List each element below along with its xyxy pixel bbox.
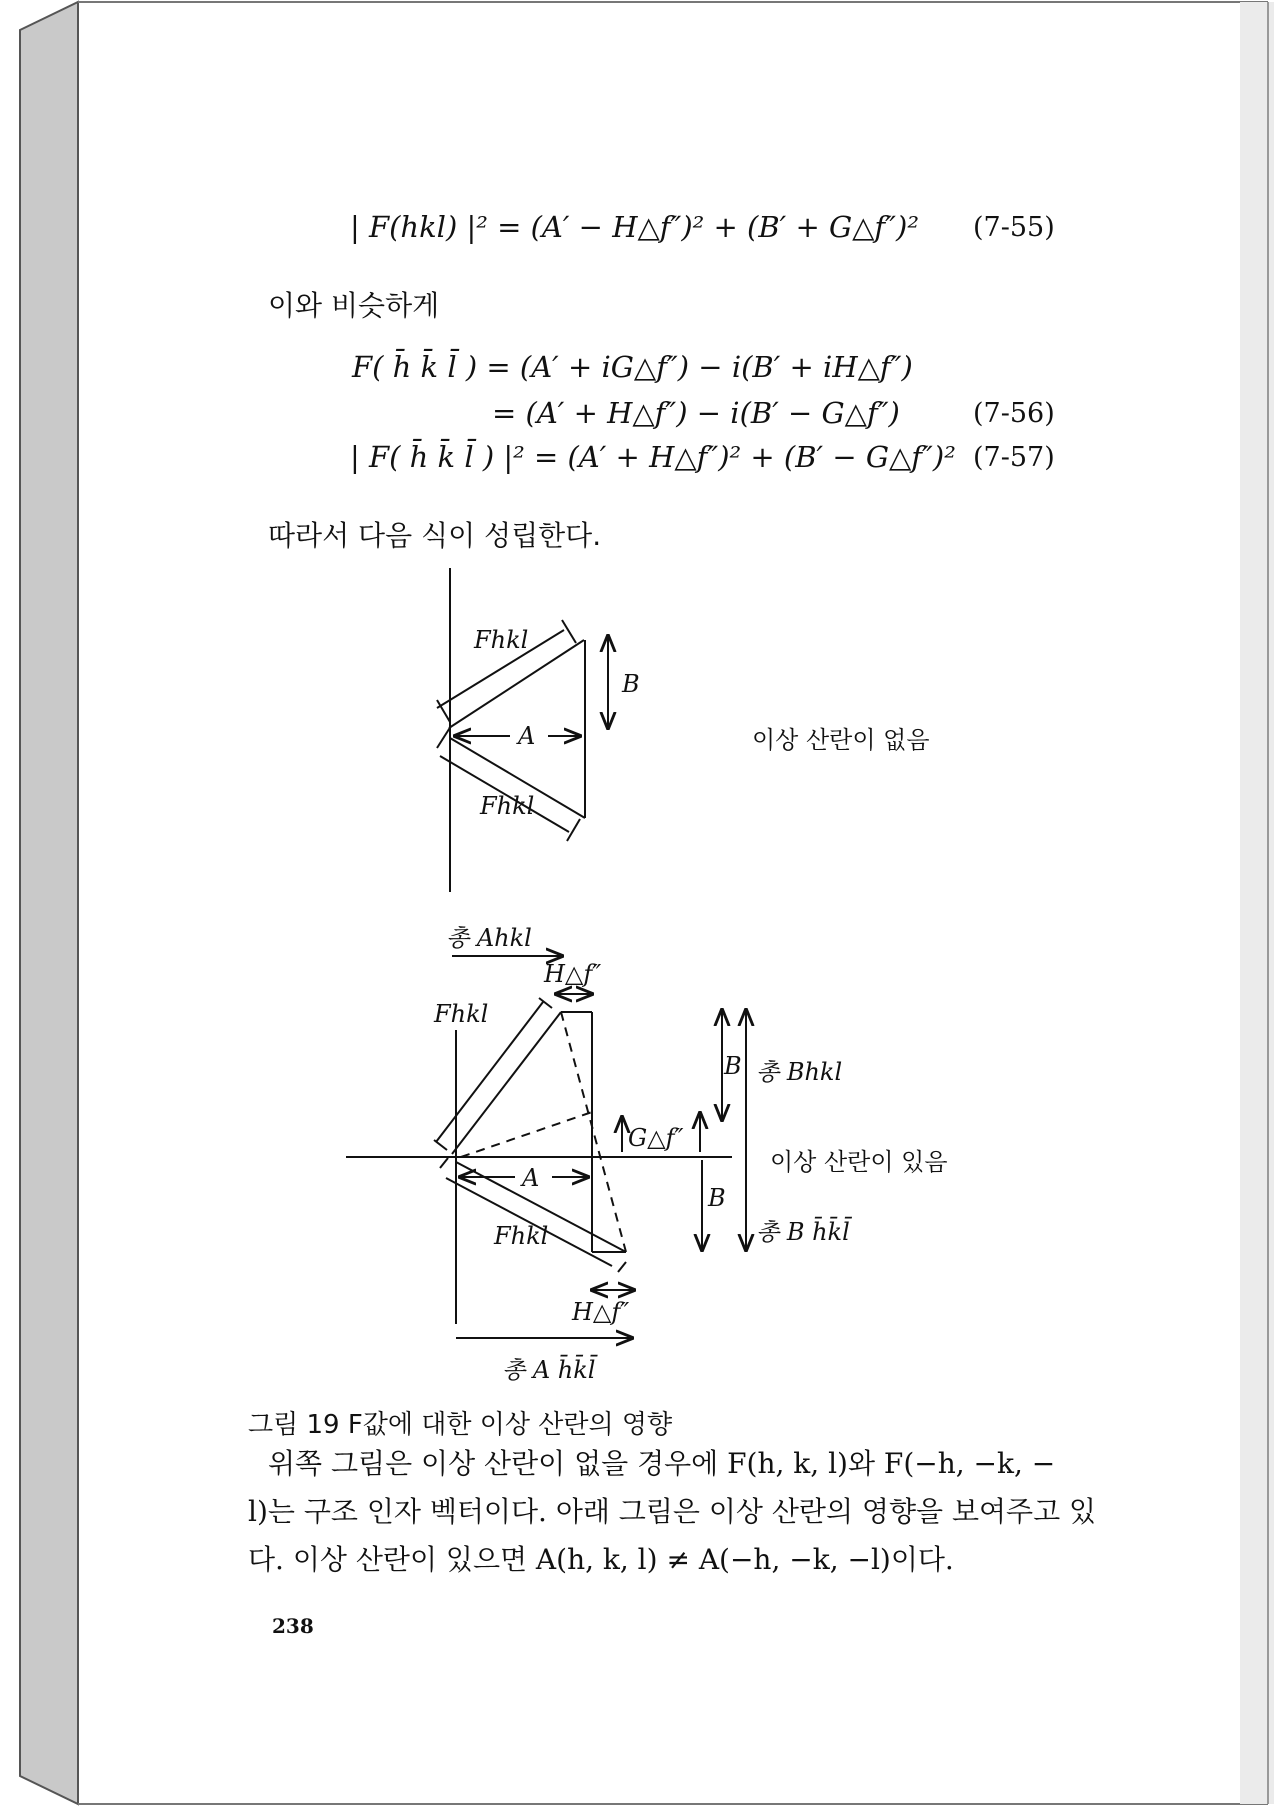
- total-a-top-label: 총 Ahkl: [446, 924, 532, 952]
- equation-number-7-57: (7-57): [973, 442, 1055, 473]
- equation-number-7-55: (7-55): [973, 212, 1055, 243]
- top-f-lower-label: Fhkl: [480, 792, 535, 820]
- page-number: 238: [272, 1614, 314, 1638]
- top-b-label: B: [622, 670, 640, 698]
- figure-bottom: [346, 956, 746, 1338]
- total-b-lower-label: 총 B h̄k̄l̄: [756, 1218, 850, 1246]
- bottom-a-label: A: [522, 1164, 540, 1192]
- top-a-label: A: [518, 722, 536, 750]
- total-a-bottom-label: 총 A h̄k̄l̄: [502, 1356, 596, 1384]
- equation-7-57: | F( h̄ k̄ l̄ ) |² = (A′ + H△f″)² + (B′ − G△f″)²: [350, 440, 956, 474]
- figure-caption-title: 그림 19 F값에 대한 이상 산란의 영향: [248, 1410, 673, 1440]
- equation-number-7-56: (7-56): [973, 398, 1055, 429]
- h-delta-bottom-label: H△f″: [572, 1298, 630, 1326]
- intro-text: 이와 비슷하게: [268, 289, 440, 322]
- bottom-b-lower-label: B: [708, 1184, 726, 1212]
- h-delta-top-label: H△f″: [544, 960, 602, 988]
- g-delta-label: G△f″: [628, 1124, 684, 1152]
- conclusion-text: 따라서 다음 식이 성립한다.: [268, 519, 602, 552]
- bottom-figure-note: 이상 산란이 있음: [770, 1148, 948, 1176]
- caption-line-3: 다. 이상 산란이 있으면 A(h, k, l) ≠ A(−h, −k, −l)이다.: [248, 1543, 954, 1576]
- total-b-upper-label: 총 Bhkl: [756, 1058, 843, 1086]
- top-figure-note: 이상 산란이 없음: [752, 726, 930, 754]
- equation-7-56a: F( h̄ k̄ l̄ ) = (A′ + iG△f″) − i(B′ + iH△f″): [352, 350, 913, 384]
- bottom-b-upper-label: B: [724, 1052, 742, 1080]
- bottom-f-upper-label: Fhkl: [434, 1000, 489, 1028]
- equation-7-55: | F(hkl) |² = (A′ − H△f″)² + (B′ + G△f″)²: [350, 210, 919, 244]
- bottom-f-lower-label: Fhkl: [494, 1222, 549, 1250]
- equation-7-56b: = (A′ + H△f″) − i(B′ − G△f″): [492, 396, 900, 430]
- caption-line-2: l)는 구조 인자 벡터이다. 아래 그림은 이상 산란의 영향을 보여주고 있: [248, 1495, 1097, 1528]
- top-f-upper-label: Fhkl: [474, 626, 529, 654]
- caption-line-1: 위쪽 그림은 이상 산란이 없을 경우에 F(h, k, l)와 F(−h, −k, −: [268, 1447, 1056, 1480]
